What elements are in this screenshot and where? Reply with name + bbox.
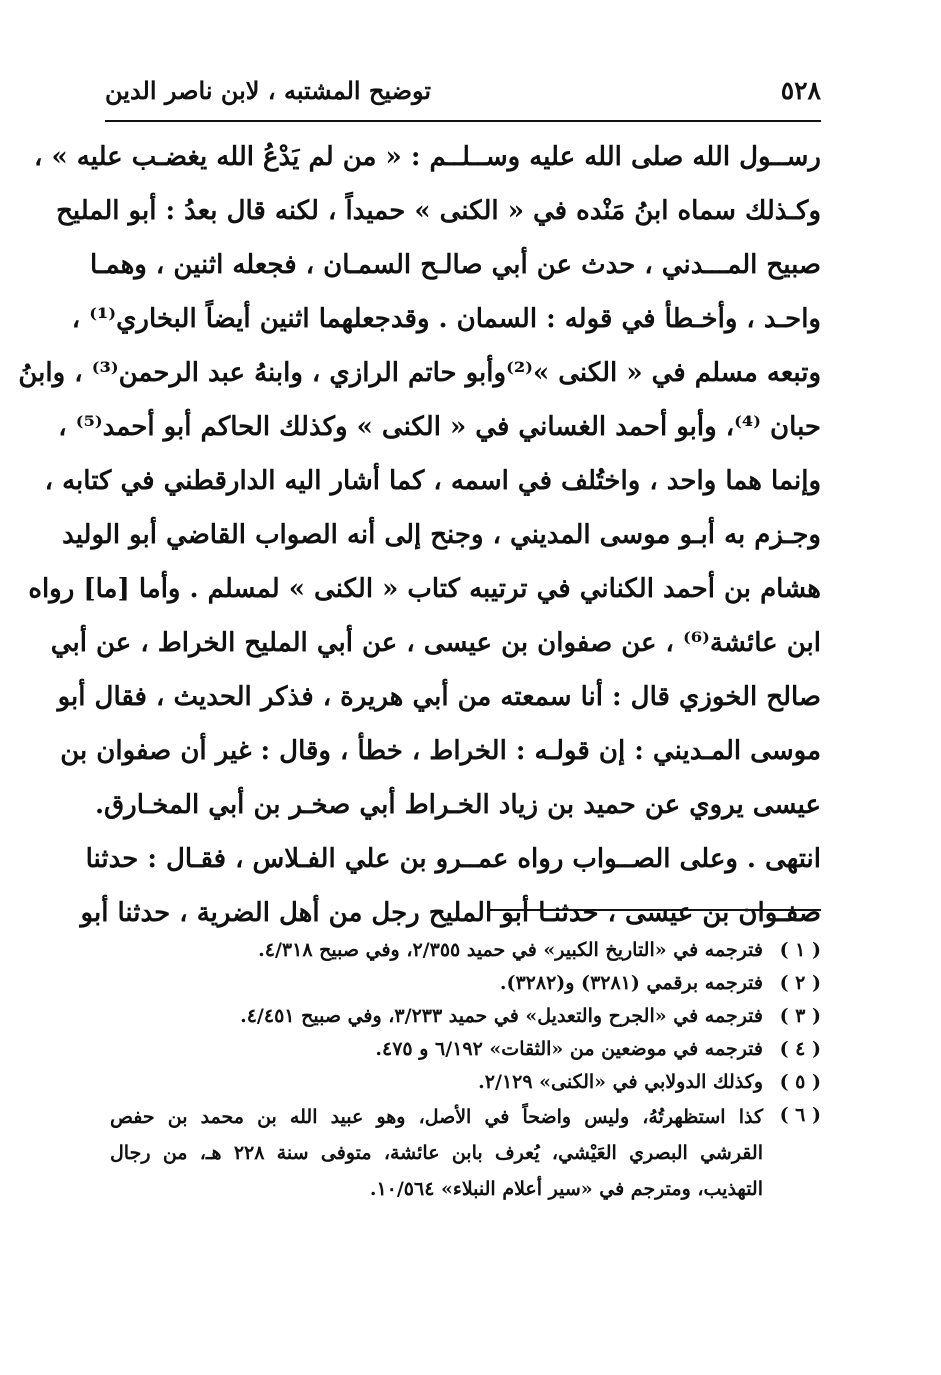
footnote-line: كذا استظهرتُهُ، وليس واضحاً في الأصل، وهو عبيد الله بن محمد بن حفص <box>110 1106 763 1128</box>
footnote-1 <box>110 934 821 967</box>
text-line: صبيح المـــدني ، حدث عن أبي صالـح السمـان ، فجعله اثنين ، وهمـا <box>90 250 821 280</box>
text-line: صفـوان بن عيسى ، حدثنـا أبو المليح رجل من أهل الضرية ، حدثنا أبو <box>80 898 821 928</box>
page-number: ٥٢٨ <box>780 76 821 105</box>
footnote-text <box>110 1099 763 1207</box>
text-line: هشام بن أحمد الكناني في ترتيبه كتاب « الكنى » لمسلم . وأما [ما] رواه <box>28 574 821 604</box>
footnote-5 <box>110 1066 821 1099</box>
footnote-divider <box>488 909 821 911</box>
footnote-line: التهذيب، ومترجم في «سير أعلام النبلاء» ١٠/٥٦٤. <box>369 1178 763 1200</box>
running-title: توضيح المشتبه ، لابن ناصر الدين <box>105 76 432 105</box>
footnote-6 <box>110 1099 821 1207</box>
text-line: وتبعه مسلم في « الكنى »⁽²⁾وأبو حاتم الرازي ، وابنهُ عبد الرحمن⁽³⁾ ، وابنُ <box>18 358 821 388</box>
main-text <box>18 130 821 940</box>
text-line: رســول الله صلى الله عليه وســلــم : « من لم يَدْعُ الله يغضـب عليه » ، <box>34 142 821 172</box>
text-line: ابن عائشة⁽⁶⁾ ، عن صفوان بن عيسى ، عن أبي المليح الخراط ، عن أبي <box>50 628 821 658</box>
footnote-text: فترجمه في «التاريخ الكبير» في حميد ٢/٣٥٥، وفي صبيح ٤/٣١٨. <box>258 939 763 961</box>
text-line: وإنما هما واحد ، واختُلف في اسمه ، كما أشار اليه الدارقطني في كتابه ، <box>44 466 821 496</box>
text-line: وجـزم به أبـو موسى المديني ، وجنح إلى أنه الصواب القاضي أبو الوليد <box>62 520 821 550</box>
footnote-number: ( ٦ ) <box>779 1104 821 1126</box>
footnote-number: ( ٢ ) <box>779 972 821 994</box>
text-line: موسى المـديني : إن قولـه : الخراط ، خطأ ، وقال : غير أن صفوان بن <box>60 736 821 766</box>
text-line: صالح الخوزي قال : أنا سمعته من أبي هريرة ، فذكر الحديث ، فقال أبو <box>57 682 821 712</box>
footnote-text: فترجمه في «الجرح والتعديل» في حميد ٣/٢٣٣، وفي صبيح ٤/٤٥١. <box>240 1005 763 1027</box>
footnote-line: القرشي البصري العَيْشي، يُعرف بابن عائشة، متوفى سنة ٢٢٨ هـ، من رجال <box>110 1142 763 1164</box>
footnote-number: ( ٤ ) <box>779 1038 821 1060</box>
running-header <box>105 74 821 118</box>
footnotes <box>110 934 821 1207</box>
footnote-text: وكذلك الدولابي في «الكنى» ٢/١٢٩. <box>478 1071 763 1093</box>
footnote-text: فترجمه برقمي (٣٢٨١) و(٣٢٨٢). <box>499 972 763 994</box>
footnote-2 <box>110 967 821 1000</box>
footnote-3 <box>110 1000 821 1033</box>
footnote-number: ( ١ ) <box>779 939 821 961</box>
text-line: انتهى . وعلى الصــواب رواه عمــرو بن علي الفـلاس ، فقـال : حدثنا <box>85 844 821 874</box>
footnote-number: ( ٥ ) <box>779 1071 821 1093</box>
header-divider <box>105 120 821 122</box>
text-line: حبان ⁽⁴⁾، وأبو أحمد الغساني في « الكنى » وكذلك الحاكم أبو أحمد⁽⁵⁾ ، <box>58 412 821 442</box>
footnote-4 <box>110 1033 821 1066</box>
text-line: عيسى يروي عن حميد بن زياد الخـراط أبي صخـر بن أبي المخـارق. <box>94 790 821 820</box>
footnote-text: فترجمه في موضعين من «الثقات» ٦/١٩٢ و ٤٧٥. <box>375 1038 763 1060</box>
footnote-number: ( ٣ ) <box>779 1005 821 1027</box>
text-line: وكـذلك سماه ابنُ مَنْده في « الكنى » حميداً ، لكنه قال بعدُ : أبو المليح <box>56 196 821 226</box>
text-line: واحـد ، وأخـطأ في قوله : السمان . وقدجعلهما اثنين أيضاً البخاري⁽¹⁾ ، <box>71 304 821 334</box>
